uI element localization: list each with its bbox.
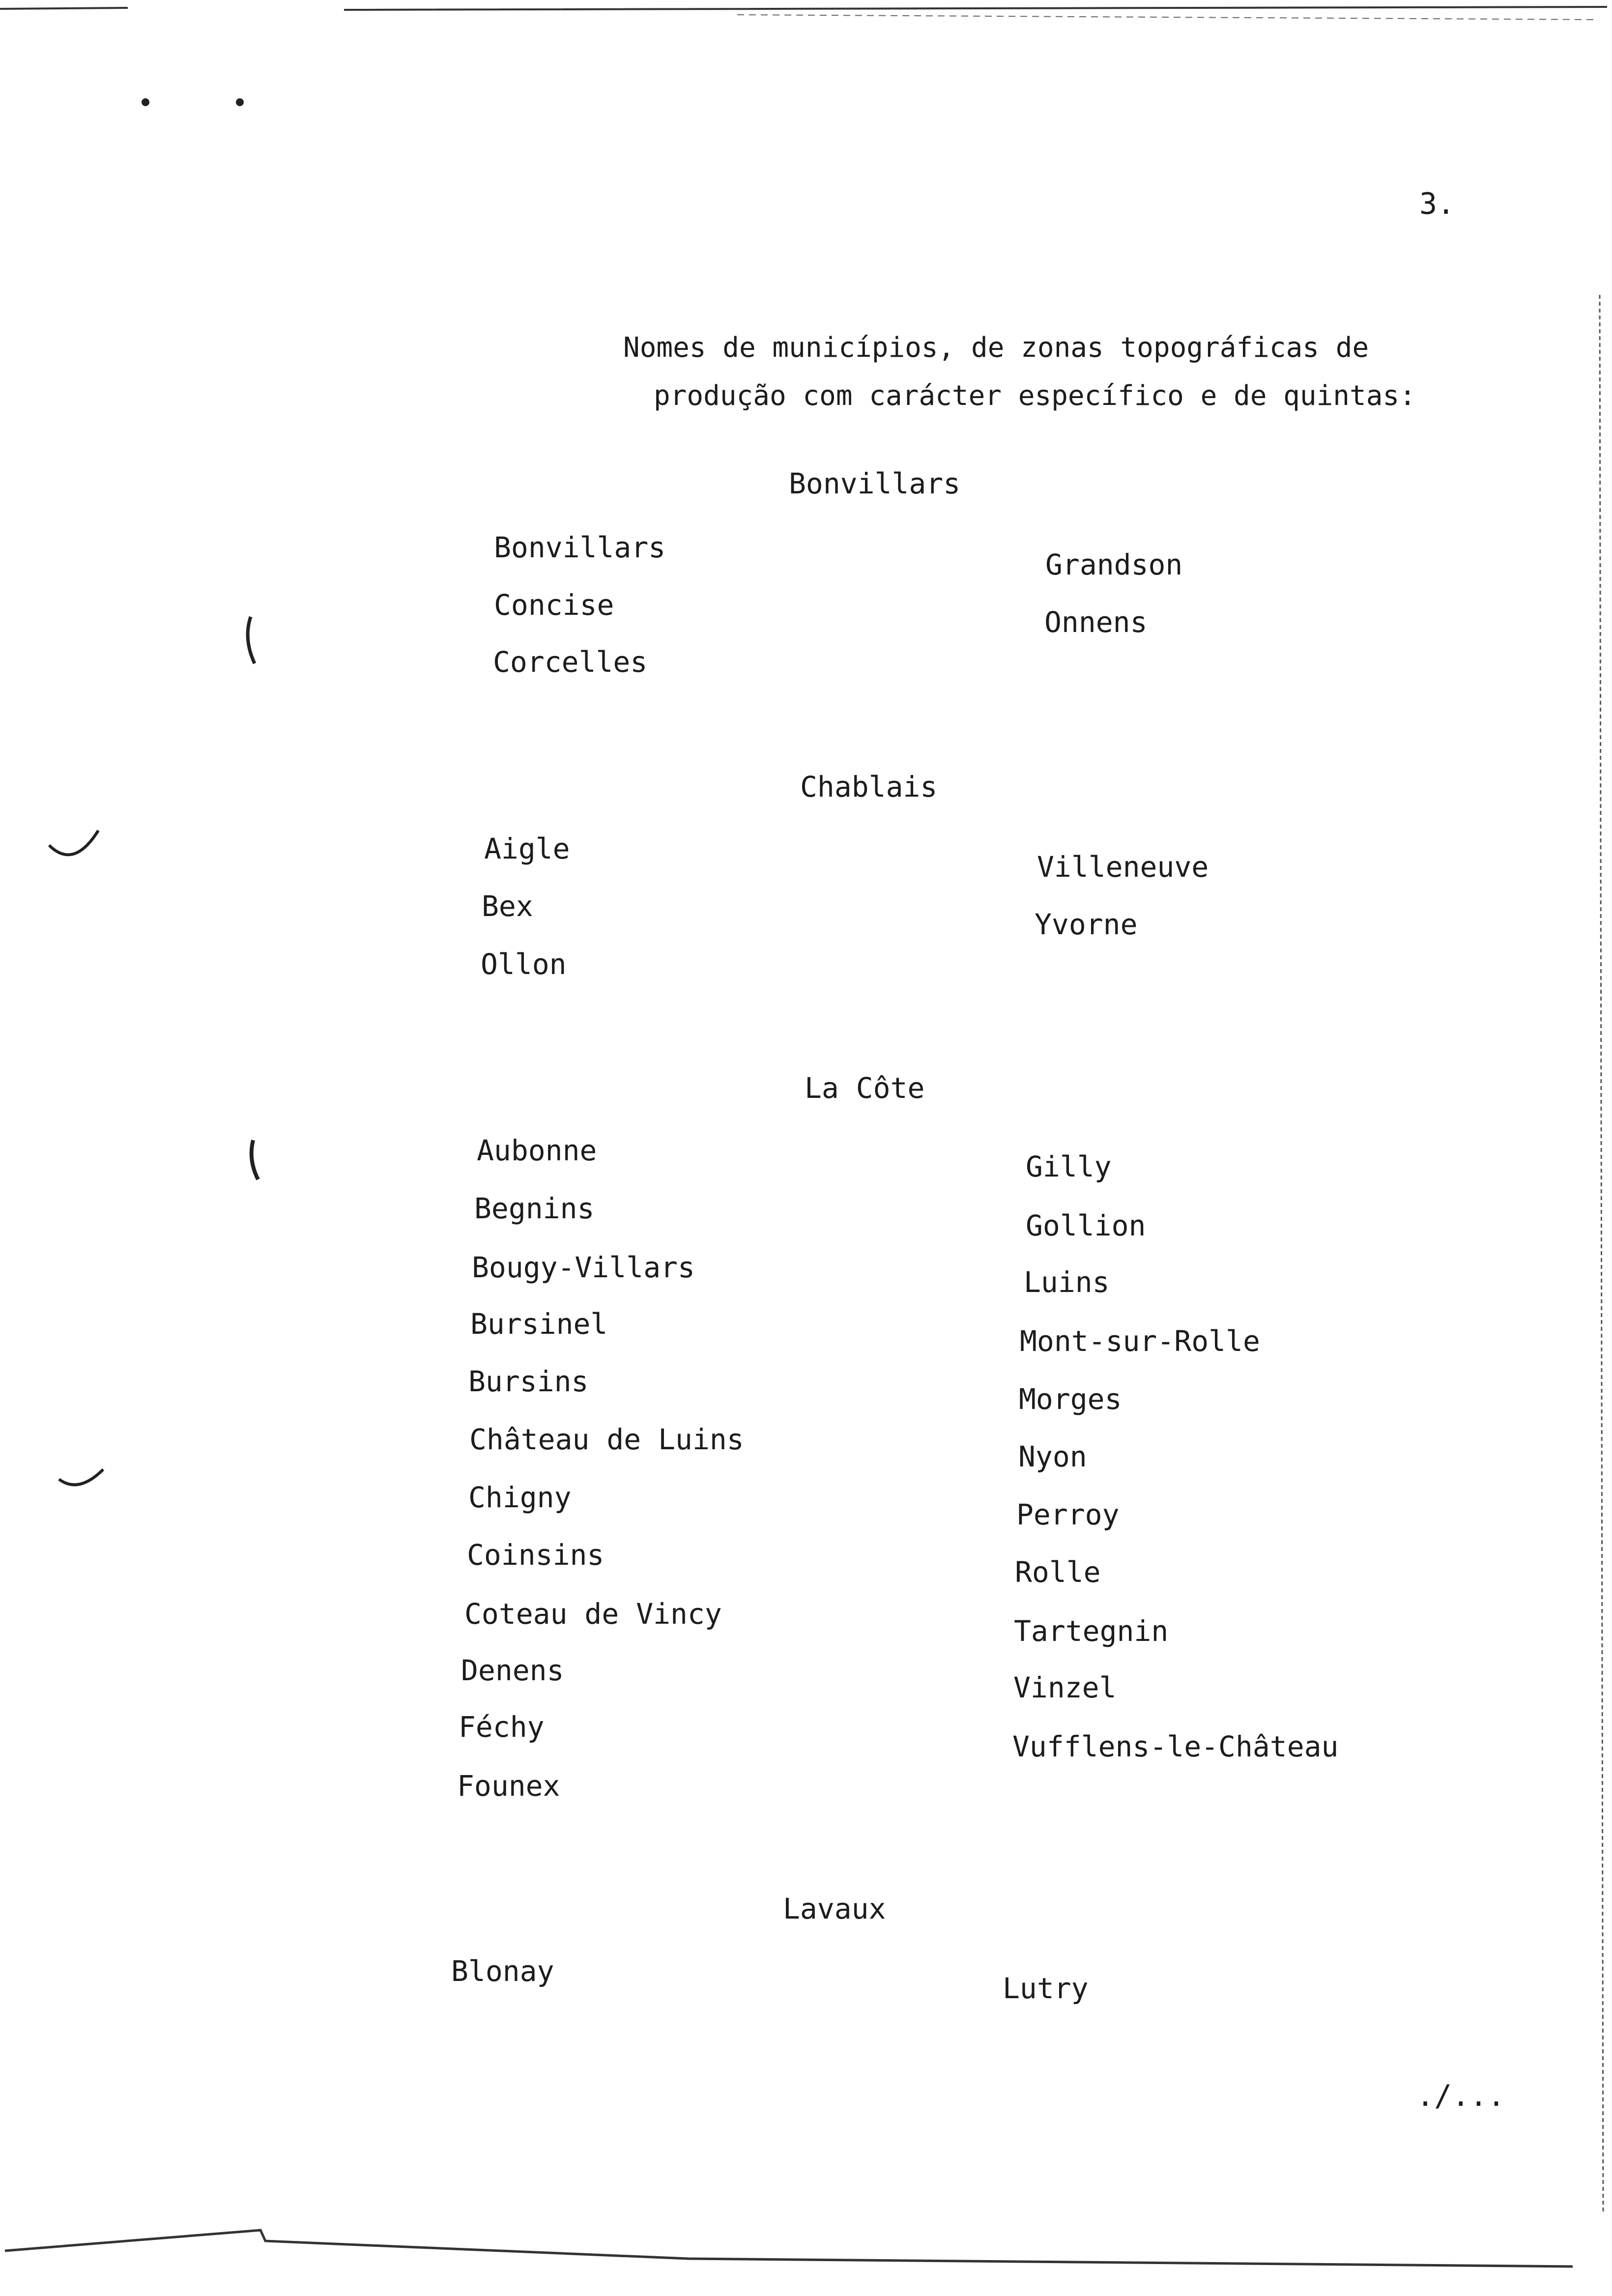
section-title-la-cote: La Côte bbox=[805, 1071, 925, 1105]
place-name: Tartegnin bbox=[1014, 1614, 1169, 1648]
place-name: Coteau de Vincy bbox=[464, 1597, 722, 1631]
place-name: Perroy bbox=[1016, 1498, 1120, 1531]
place-name: Villeneuve bbox=[1037, 850, 1209, 884]
place-name: Nyon bbox=[1018, 1440, 1087, 1473]
place-name: Ollon bbox=[481, 947, 567, 981]
section-title-chablais: Chablais bbox=[800, 770, 938, 804]
section-title-lavaux: Lavaux bbox=[783, 1892, 886, 1925]
place-name: Coinsins bbox=[467, 1538, 604, 1572]
place-name: Bursinel bbox=[470, 1307, 608, 1341]
place-name: Vufflens-le-Château bbox=[1012, 1730, 1339, 1763]
place-name: Blonay bbox=[451, 1954, 554, 1988]
place-name: Founex bbox=[457, 1769, 560, 1803]
ink-speck bbox=[236, 98, 244, 106]
place-name: Aigle bbox=[484, 832, 570, 865]
place-name: Vinzel bbox=[1013, 1671, 1117, 1704]
place-name: Rolle bbox=[1015, 1555, 1101, 1589]
ink-speck bbox=[142, 98, 149, 106]
place-name: Morges bbox=[1019, 1382, 1122, 1416]
place-name: Luins bbox=[1024, 1265, 1110, 1299]
continuation-marker: ./... bbox=[1416, 2079, 1505, 2113]
section-title-bonvillars: Bonvillars bbox=[789, 467, 961, 500]
place-name: Lutry bbox=[1003, 1972, 1089, 2005]
place-name: Yvorne bbox=[1035, 908, 1138, 941]
place-name: Aubonne bbox=[477, 1134, 597, 1167]
page-number: 3. bbox=[1419, 187, 1455, 221]
place-name: Corcelles bbox=[493, 645, 648, 679]
place-name: Denens bbox=[461, 1654, 564, 1687]
place-name: Mont-sur-Rolle bbox=[1020, 1324, 1260, 1358]
heading-line-1: Nomes de municípios, de zonas topográficas de bbox=[623, 332, 1369, 364]
place-name: Bursins bbox=[468, 1365, 589, 1398]
place-name: Bex bbox=[482, 890, 533, 923]
place-name: Gilly bbox=[1026, 1150, 1112, 1183]
place-name: Bonvillars bbox=[494, 531, 666, 564]
place-name: Bougy-Villars bbox=[472, 1251, 695, 1284]
heading-line-2: produção com carácter específico e de quintas: bbox=[654, 380, 1416, 412]
place-name: Féchy bbox=[459, 1710, 545, 1744]
place-name: Grandson bbox=[1045, 548, 1183, 581]
place-name: Château de Luins bbox=[469, 1423, 744, 1456]
place-name: Chigny bbox=[468, 1481, 572, 1514]
place-name: Gollion bbox=[1026, 1209, 1146, 1242]
place-name: Concise bbox=[494, 588, 614, 622]
place-name: Onnens bbox=[1044, 605, 1148, 639]
place-name: Begnins bbox=[474, 1192, 595, 1225]
